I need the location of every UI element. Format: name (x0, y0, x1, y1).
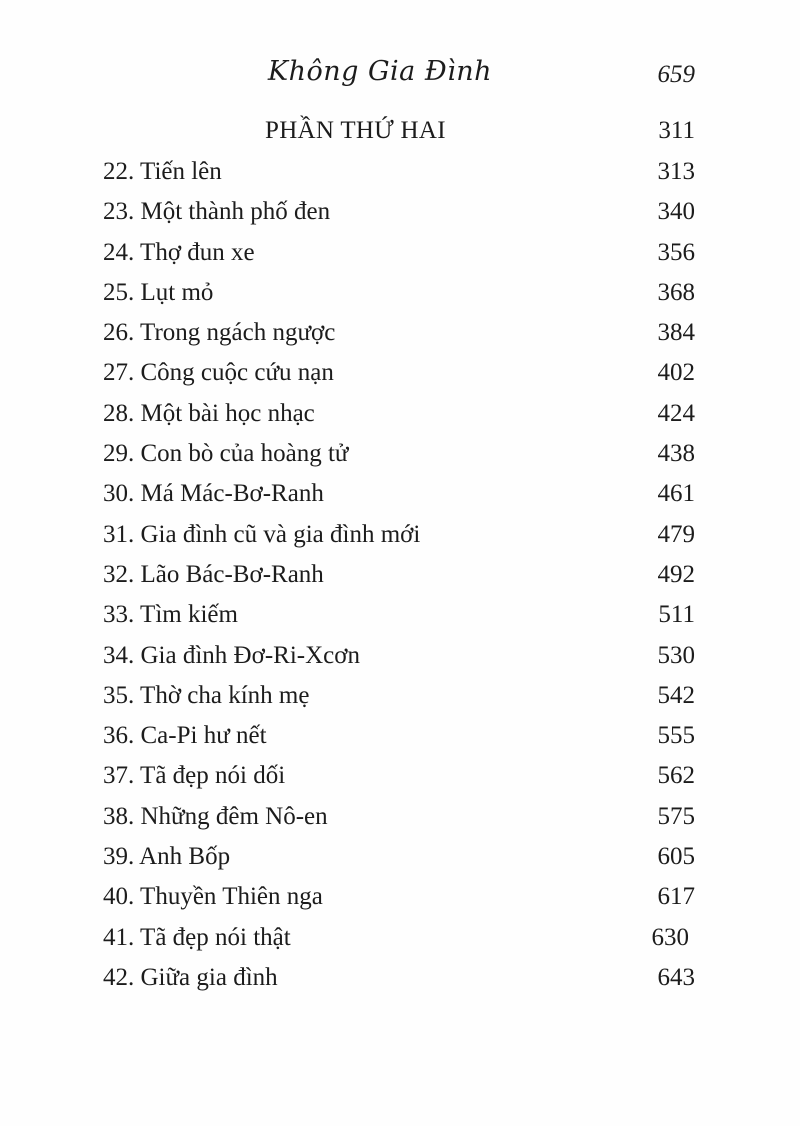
toc-entry (103, 315, 695, 355)
toc-entry-title: 28. Một bài học nhạc (103, 399, 315, 427)
toc-entry-title: 34. Gia đình Đơ-Ri-Xcơn (103, 641, 360, 669)
toc-entry-title: 30. Má Mác-Bơ-Ranh (103, 480, 324, 508)
toc-entry-page: 313 (657, 158, 695, 185)
toc-entry-title: 42. Giữa gia đình (103, 963, 278, 991)
toc-entry-page: 555 (657, 722, 695, 750)
toc-entry-title: 41. Tã đẹp nói thật (103, 923, 291, 951)
toc-entry (103, 557, 695, 597)
toc-entry (103, 597, 695, 637)
toc-entry-page: 356 (657, 238, 695, 266)
toc-entry-page: 511 (658, 601, 695, 629)
toc-entry-page: 630 (651, 923, 689, 951)
toc-entry-title: 23. Một thành phố đen (103, 198, 331, 226)
toc-entry-page: 542 (657, 681, 695, 709)
toc-entry (103, 517, 695, 557)
toc-entry (103, 154, 695, 194)
part-page-number: 311 (658, 117, 695, 144)
toc-entry-page: 340 (657, 198, 695, 226)
toc-entry-title: 22. Tiến lên (103, 158, 222, 185)
toc-entry-page: 438 (657, 440, 695, 468)
toc-entry (103, 758, 695, 798)
toc-entry-page: 461 (657, 480, 695, 508)
toc-entry-page: 368 (657, 278, 695, 306)
toc-entry-title: 31. Gia đình cũ và gia đình mới (103, 520, 421, 548)
toc-entry (103, 194, 695, 234)
toc-entry (103, 235, 695, 275)
toc-entry-page: 492 (657, 560, 695, 588)
toc-entry-title: 27. Công cuộc cứu nạn (103, 359, 334, 387)
toc-entry (103, 436, 695, 476)
toc-entry-title: 39. Anh Bốp (103, 843, 231, 871)
toc-entry-title: 40. Thuyền Thiên nga (103, 883, 323, 911)
toc-entry-page: 562 (657, 762, 695, 790)
toc-entry-title: 33. Tìm kiếm (103, 601, 238, 629)
toc-entry (103, 396, 695, 436)
book-title: Không Gia Đình (267, 56, 493, 87)
toc-entry-page: 530 (657, 641, 695, 669)
toc-entry-page: 402 (657, 359, 695, 387)
part-heading: PHẦN THỨ HAI (265, 117, 446, 144)
toc-entry (103, 678, 695, 718)
toc-entry-title: 36. Ca-Pi hư nết (103, 722, 267, 750)
toc-entry-page: 605 (657, 843, 695, 871)
toc-entry-title: 24. Thợ đun xe (103, 238, 255, 266)
toc-entry-page: 575 (657, 802, 695, 830)
toc-entry-title: 25. Lụt mỏ (103, 278, 214, 306)
toc-entry-title: 35. Thờ cha kính mẹ (103, 681, 310, 709)
toc-entry (103, 476, 695, 516)
toc-entry (103, 799, 695, 839)
table-of-contents (103, 154, 695, 1000)
toc-entry-page: 479 (657, 520, 695, 548)
toc-entry (103, 275, 695, 315)
toc-entry-title: 26. Trong ngách ngược (103, 319, 336, 347)
toc-entry (103, 960, 695, 1000)
toc-entry (103, 920, 695, 960)
toc-entry-page: 617 (657, 883, 695, 911)
toc-entry-page: 424 (657, 399, 695, 427)
toc-entry (103, 355, 695, 395)
toc-entry-title: 29. Con bò của hoàng tử (103, 440, 349, 468)
toc-entry (103, 638, 695, 678)
toc-entry (103, 718, 695, 758)
page-number: 659 (657, 61, 695, 88)
toc-entry-title: 32. Lão Bác-Bơ-Ranh (103, 560, 324, 588)
toc-entry-page: 643 (657, 963, 695, 991)
toc-entry-title: 37. Tã đẹp nói dối (103, 762, 286, 790)
toc-entry (103, 879, 695, 919)
toc-entry-title: 38. Những đêm Nô-en (103, 802, 328, 830)
toc-entry-page: 384 (657, 319, 695, 347)
toc-entry (103, 839, 695, 879)
